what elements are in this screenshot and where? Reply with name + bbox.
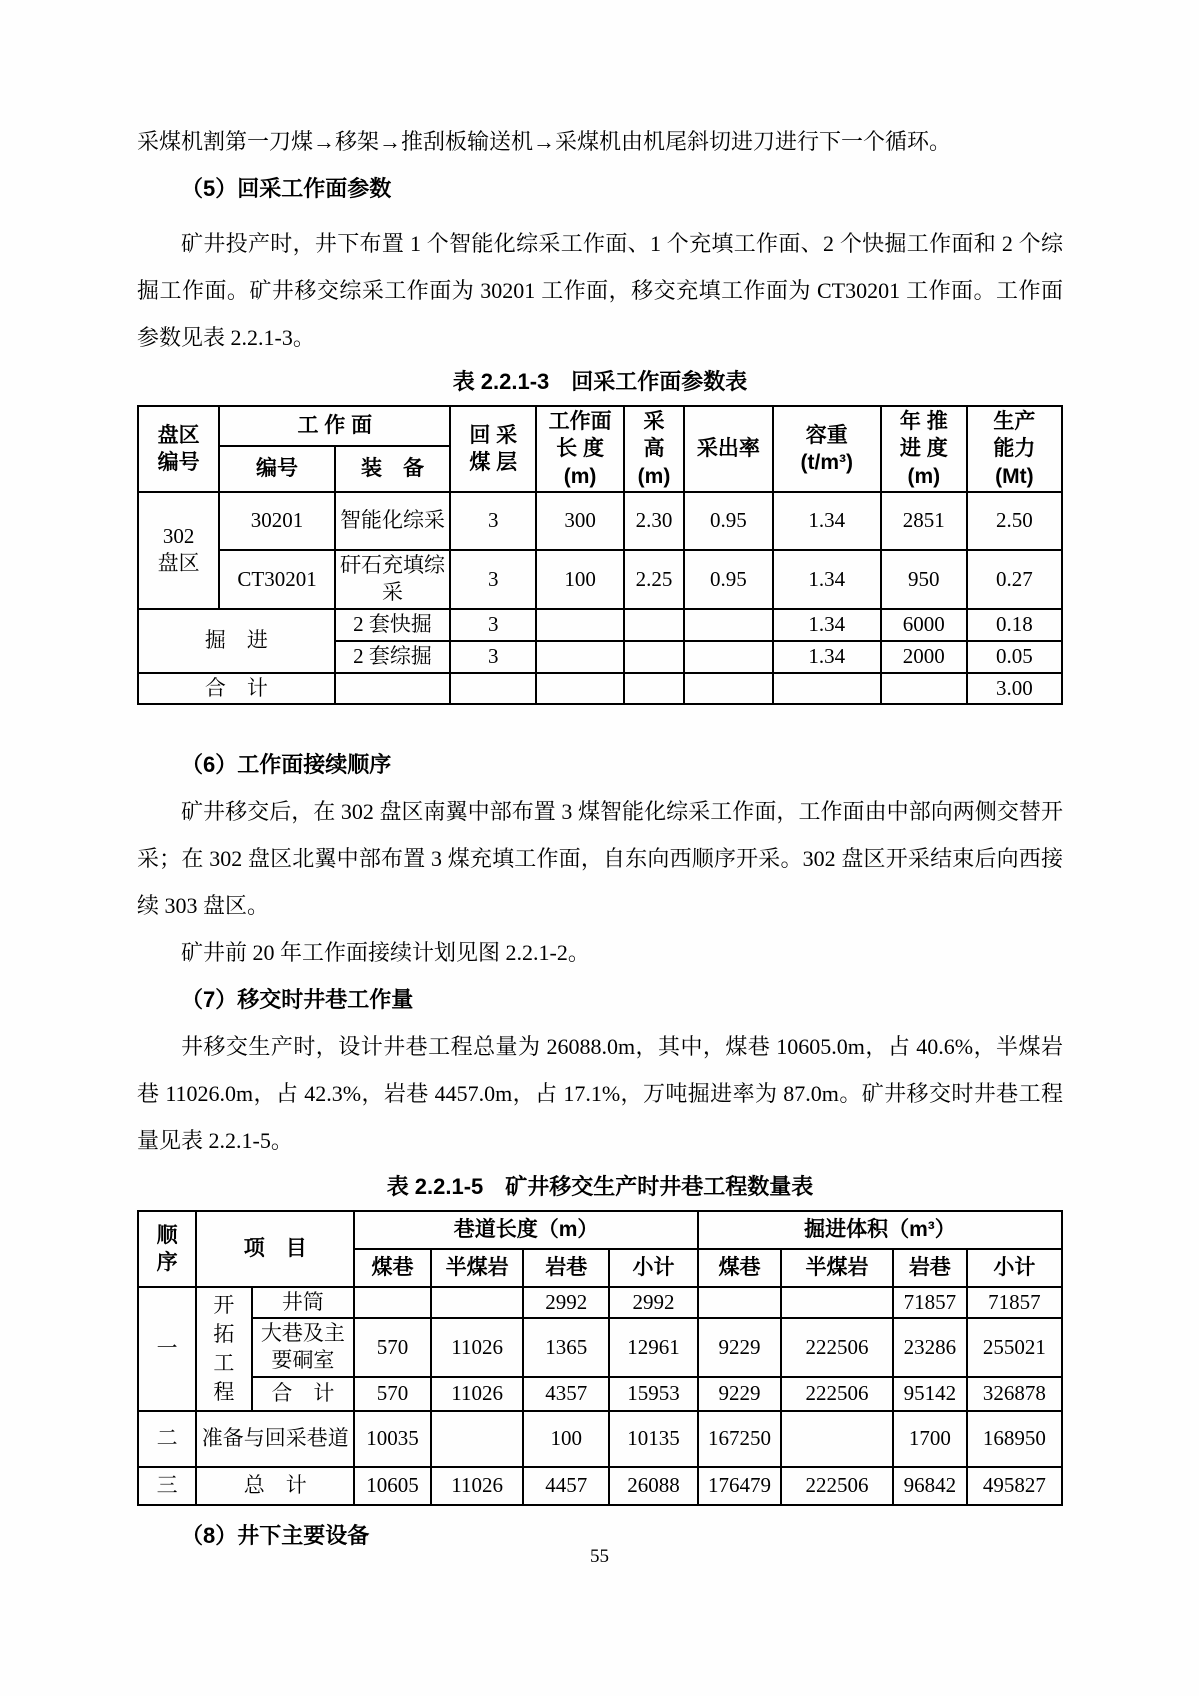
- cell: 71857: [893, 1287, 967, 1318]
- cell: [684, 673, 773, 704]
- cell: 智能化综采: [335, 492, 451, 550]
- cell: [773, 673, 881, 704]
- cell: 950: [881, 550, 967, 609]
- cell-total-capacity: 3.00: [967, 673, 1062, 704]
- cell: 10035: [354, 1411, 431, 1467]
- paragraph-cycle: 采煤机割第一刀煤→移架→推刮板输送机→采煤机由机尾斜切进刀进行下一个循环。: [137, 129, 952, 154]
- cell: 矸石充填综采: [335, 550, 451, 609]
- cell: 222506: [781, 1377, 893, 1411]
- page-number: 55: [590, 1546, 609, 1567]
- table-row: [138, 1287, 1062, 1318]
- cell: 100: [536, 550, 624, 609]
- cell: 1.34: [773, 609, 881, 641]
- cell: 100: [523, 1411, 609, 1467]
- cell: 2992: [609, 1287, 698, 1318]
- table-row: [138, 492, 1062, 550]
- cell: 2000: [881, 641, 967, 673]
- table-row: [138, 609, 1062, 641]
- cell: 1.34: [773, 641, 881, 673]
- cell: [881, 673, 967, 704]
- cell: [698, 1287, 781, 1318]
- cell: 0.95: [684, 550, 773, 609]
- cell: 30201: [219, 492, 335, 550]
- cell: 3: [450, 609, 536, 641]
- page-content: [137, 118, 1063, 1559]
- cell: 12961: [609, 1318, 698, 1377]
- cell: [431, 1287, 523, 1318]
- cell: [781, 1411, 893, 1467]
- header-cell-panel: 盘区 编号: [138, 406, 219, 492]
- cell: 0.05: [967, 641, 1062, 673]
- header-cell-rock: 岩巷: [523, 1249, 609, 1287]
- header-cell-halfcoal: 半煤岩: [781, 1249, 893, 1287]
- cell: [450, 673, 536, 704]
- header-cell-density: 容重 (t/m³): [773, 406, 881, 492]
- table-row: [138, 1211, 1062, 1249]
- cell: [536, 641, 624, 673]
- header-cell-recovery: 采出率: [684, 406, 773, 492]
- paragraph-5: 矿井投产时，井下布置 1 个智能化综采工作面、1 个充填工作面、2 个快掘工作面和 2 个综掘工作面。矿井移交综采工作面为 30201 工作面，移交充填工作面为 CT30201 工作面。工作面参数见表 2.2.1-3。: [137, 231, 1063, 350]
- cell: 15953: [609, 1377, 698, 1411]
- header-cell-order: 顺 序: [138, 1211, 196, 1287]
- cell: 11026: [431, 1377, 523, 1411]
- header-cell-length-group: 巷道长度（m）: [354, 1211, 698, 1249]
- cell: 0.95: [684, 492, 773, 550]
- header-cell-length: 工作面 长 度 (m): [536, 406, 624, 492]
- header-cell-height: 采 高 (m): [624, 406, 684, 492]
- cell: [624, 673, 684, 704]
- cell: 2851: [881, 492, 967, 550]
- cell: 570: [354, 1377, 431, 1411]
- table-row: [138, 1318, 1062, 1377]
- header-cell-face-no: 编号: [219, 446, 335, 492]
- roadway-quantity-table: [137, 1210, 1063, 1506]
- header-cell-equipment: 装 备: [335, 446, 451, 492]
- cell: [624, 641, 684, 673]
- header-cell-coal: 煤巷: [354, 1249, 431, 1287]
- cell: 4457: [523, 1467, 609, 1505]
- heading-8: （8）井下主要设备: [181, 1522, 370, 1548]
- cell: 11026: [431, 1318, 523, 1377]
- cell: 222506: [781, 1467, 893, 1505]
- cell: 222506: [781, 1318, 893, 1377]
- cell: 23286: [893, 1318, 967, 1377]
- cell: 大巷及主要硐室: [252, 1318, 355, 1377]
- cell: [624, 609, 684, 641]
- cell: 95142: [893, 1377, 967, 1411]
- cell: 167250: [698, 1411, 781, 1467]
- cell: 0.18: [967, 609, 1062, 641]
- header-cell-advance: 年 推 进 度 (m): [881, 406, 967, 492]
- table1-title: 表 2.2.1-3 回采工作面参数表: [452, 369, 748, 394]
- cell: 2.30: [624, 492, 684, 550]
- cell: [354, 1287, 431, 1318]
- header-cell-capacity: 生产 能力 (Mt): [967, 406, 1062, 492]
- heading-5: （5）回采工作面参数: [181, 176, 392, 201]
- heading-6: （6）工作面接续顺序: [181, 751, 392, 777]
- cell: 26088: [609, 1467, 698, 1505]
- cell-total-label: 合 计: [138, 673, 335, 704]
- cell: 合 计: [252, 1377, 355, 1411]
- header-cell-subtotal: 小计: [609, 1249, 698, 1287]
- cell: [536, 673, 624, 704]
- cell-section-3: 三: [138, 1467, 196, 1505]
- cell-section-1: 一: [138, 1287, 196, 1411]
- cell: 准备与回采巷道: [196, 1411, 354, 1467]
- cell: CT30201: [219, 550, 335, 609]
- header-cell-subtotal: 小计: [967, 1249, 1062, 1287]
- cell: 1.34: [773, 550, 881, 609]
- cell: [684, 609, 773, 641]
- table-row: [138, 1467, 1062, 1505]
- cell: [684, 641, 773, 673]
- table-row: [138, 406, 1062, 446]
- cell: 176479: [698, 1467, 781, 1505]
- cell: [335, 673, 451, 704]
- header-cell-item: 项 目: [196, 1211, 354, 1287]
- cell: 1.34: [773, 492, 881, 550]
- cell: 9229: [698, 1377, 781, 1411]
- header-cell-volume-group: 掘进体积（m³）: [698, 1211, 1062, 1249]
- cell-section-2: 二: [138, 1411, 196, 1467]
- cell: 2 套快掘: [335, 609, 451, 641]
- cell: 10605: [354, 1467, 431, 1505]
- cell: 71857: [967, 1287, 1062, 1318]
- cell: 2.25: [624, 550, 684, 609]
- cell: 255021: [967, 1318, 1062, 1377]
- cell-section-1-label: 开拓工程: [196, 1287, 251, 1411]
- recovery-face-params-table: [137, 405, 1063, 705]
- header-cell-coal: 煤巷: [698, 1249, 781, 1287]
- header-cell-seam: 回 采 煤 层: [450, 406, 536, 492]
- header-cell-halfcoal: 半煤岩: [431, 1249, 523, 1287]
- cell: 1700: [893, 1411, 967, 1467]
- cell: [431, 1411, 523, 1467]
- cell: 1365: [523, 1318, 609, 1377]
- table-row: [138, 550, 1062, 609]
- cell: 96842: [893, 1467, 967, 1505]
- cell: 2.50: [967, 492, 1062, 550]
- paragraph-6b: 矿井前 20 年工作面接续计划见图 2.2.1-2。: [181, 939, 590, 965]
- cell: 6000: [881, 609, 967, 641]
- cell: 11026: [431, 1467, 523, 1505]
- cell: [781, 1287, 893, 1318]
- cell: 3: [450, 641, 536, 673]
- table-row: [138, 673, 1062, 704]
- header-cell-rock: 岩巷: [893, 1249, 967, 1287]
- cell-group-tunneling: 掘 进: [138, 609, 335, 673]
- paragraph-7: 井移交生产时，设计井巷工程总量为 26088.0m，其中，煤巷 10605.0m，占 40.6%，半煤岩巷 11026.0m，占 42.3%，岩巷 4457.0m，占 17.1%，万吨掘进率为 87.0m。矿井移交时井巷工程量见表 2.2.1-5。: [137, 1033, 1063, 1153]
- cell: 2 套综掘: [335, 641, 451, 673]
- cell: 4357: [523, 1377, 609, 1411]
- cell: 3: [450, 550, 536, 609]
- cell-panel-302: 302 盘区: [138, 492, 219, 609]
- table-row: [138, 1377, 1062, 1411]
- cell: 168950: [967, 1411, 1062, 1467]
- header-cell-face-group: 工 作 面: [219, 406, 450, 446]
- cell: 300: [536, 492, 624, 550]
- cell: 2992: [523, 1287, 609, 1318]
- cell: 9229: [698, 1318, 781, 1377]
- cell: 0.27: [967, 550, 1062, 609]
- cell: 3: [450, 492, 536, 550]
- cell: 570: [354, 1318, 431, 1377]
- cell: 总 计: [196, 1467, 354, 1505]
- heading-7: （7）移交时井巷工作量: [181, 986, 414, 1012]
- paragraph-6a: 矿井移交后，在 302 盘区南翼中部布置 3 煤智能化综采工作面，工作面由中部向两侧交替开采；在 302 盘区北翼中部布置 3 煤充填工作面，自东向西顺序开采。302 盘区开采结束后向西接续 303 盘区。: [137, 798, 1063, 918]
- cell: 495827: [967, 1467, 1062, 1505]
- cell: 326878: [967, 1377, 1062, 1411]
- table2-title: 表 2.2.1-5 矿井移交生产时井巷工程数量表: [386, 1173, 814, 1199]
- cell: 10135: [609, 1411, 698, 1467]
- cell: [536, 609, 624, 641]
- table-row: [138, 1411, 1062, 1467]
- cell: 井筒: [252, 1287, 355, 1318]
